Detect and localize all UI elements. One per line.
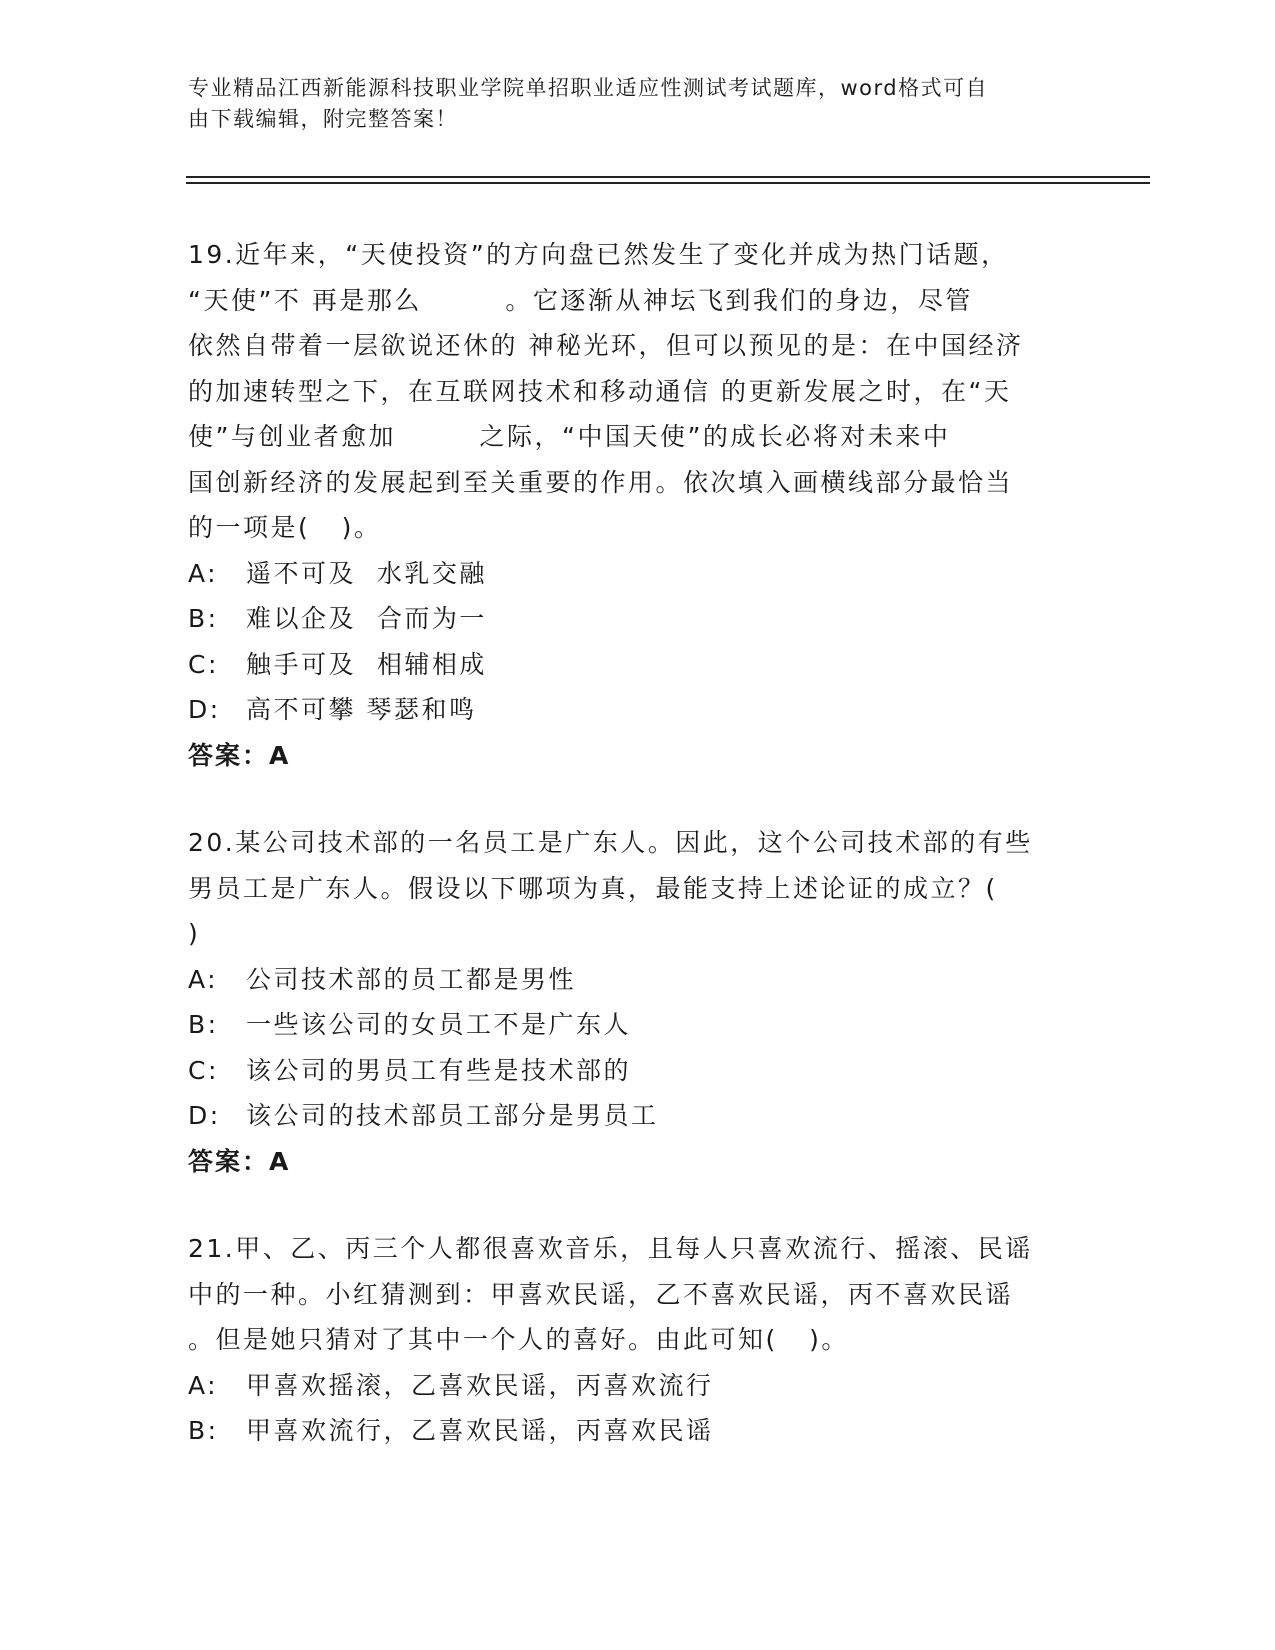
question-20-stem: [188, 820, 1088, 957]
option-letter: A:: [188, 1370, 219, 1400]
page-header: [188, 73, 1068, 135]
question-line: 依然自带着一层欲说还休的 神秘光环，但可以预见的是：在中国经济: [188, 331, 1024, 360]
header-line-1: 专业精品江西新能源科技职业学院单招职业适应性测试考试题库，word格式可自: [188, 76, 989, 100]
option-b: [188, 1408, 1088, 1454]
question-line: 20.某公司技术部的一名员工是广东人。因此，这个公司技术部的有些: [188, 828, 1033, 857]
option-text: 公司技术部的员工都是男性: [246, 964, 577, 994]
question-line: 19.近年来，“天使投资”的方向盘已然发生了变化并成为热门话题，: [188, 240, 1009, 269]
option-a: [188, 1363, 1088, 1409]
question-21: [188, 1226, 1088, 1454]
question-line: 。但是她只猜对了其中一个人的喜好。由此可知( )。: [188, 1325, 849, 1354]
option-text: 该公司的技术部员工部分是男员工: [246, 1101, 659, 1130]
option-text: 甲喜欢摇滚，乙喜欢民谣，丙喜欢流行: [246, 1370, 714, 1400]
header-rule-top: [186, 176, 1150, 178]
option-text: 该公司的男员工有些是技术部的: [246, 1055, 632, 1085]
option-text: 甲喜欢流行，乙喜欢民谣，丙喜欢民谣: [246, 1416, 714, 1445]
option-a: [188, 957, 1088, 1003]
option-letter: D:: [188, 695, 221, 724]
question-line: 男员工是广东人。假设以下哪项为真，最能支持上述论证的成立？(: [188, 873, 998, 903]
question-19-stem: [188, 232, 1088, 551]
answer-label: 答案：A: [188, 740, 291, 770]
option-text: 高不可攀 琴瑟和鸣: [246, 695, 477, 724]
option-letter: C:: [188, 1055, 219, 1085]
option-c: [188, 642, 1088, 688]
option-b: [188, 596, 1088, 642]
option-d: [188, 687, 1088, 733]
option-text: 一些该公司的女员工不是广东人: [246, 1010, 632, 1039]
option-letter: A:: [188, 964, 219, 994]
option-letter: B:: [188, 1416, 219, 1445]
option-b: [188, 1002, 1088, 1048]
option-text: 难以企及 合而为一: [246, 604, 487, 633]
option-a: [188, 551, 1088, 597]
question-line: ): [188, 919, 201, 948]
question-list: [188, 232, 1088, 1496]
option-letter: C:: [188, 649, 219, 679]
answer-label: 答案：A: [188, 1146, 291, 1176]
question-20: [188, 820, 1088, 1184]
option-letter: A:: [188, 558, 219, 588]
question-19: [188, 232, 1088, 778]
option-d: [188, 1093, 1088, 1139]
question-line: 21.甲、乙、丙三个人都很喜欢音乐，且每人只喜欢流行、摇滚、民谣: [188, 1234, 1033, 1263]
option-text: 触手可及 相辅相成: [246, 649, 487, 679]
question-line: 的一项是( )。: [188, 513, 382, 542]
option-letter: B:: [188, 1010, 219, 1039]
question-line: 国创新经济的发展起到至关重要的作用。依次填入画横线部分最恰当: [188, 467, 1014, 497]
option-text: 遥不可及 水乳交融: [246, 558, 487, 588]
header-rule-bottom: [186, 182, 1150, 184]
question-line: 中的一种。小红猜测到：甲喜欢民谣，乙不喜欢民谣，丙不喜欢民谣: [188, 1279, 1014, 1309]
question-line: “天使”不 再是那么 。它逐渐从神坛飞到我们的身边，尽管: [188, 285, 973, 315]
header-line-2: 由下载编辑，附完整答案！: [188, 107, 458, 131]
question-line: 的加速转型之下，在互联网技术和移动通信 的更新发展之时，在“天: [188, 376, 1012, 406]
question-21-stem: [188, 1226, 1088, 1363]
option-letter: D:: [188, 1101, 221, 1130]
option-c: [188, 1048, 1088, 1094]
option-letter: B:: [188, 604, 219, 633]
question-line: 使”与创业者愈加 之际，“中国天使”的成长必将对未来中: [188, 422, 951, 451]
